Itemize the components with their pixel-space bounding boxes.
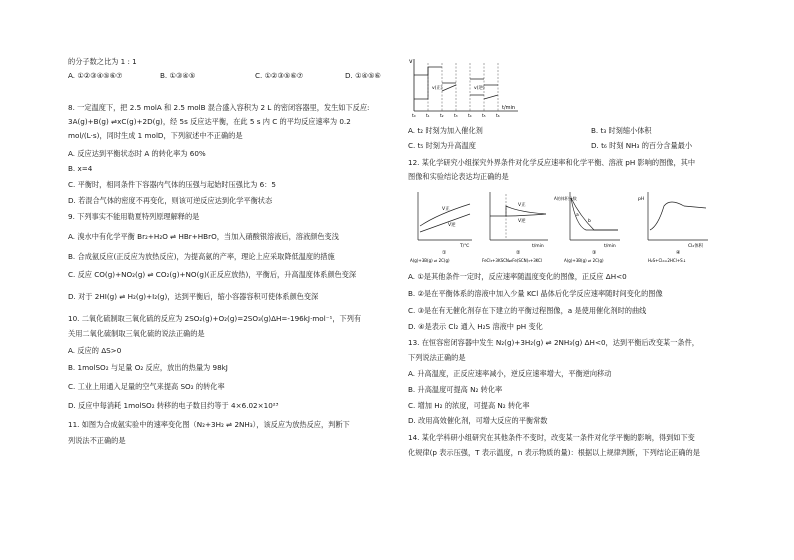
q12-option-b[interactable]: B. ②是在平衡体系的溶液中加入少量 KCl 晶体后化学反应速率随时间变化的图像	[408, 289, 663, 298]
q11-chart-vpos: v(正)	[432, 86, 443, 91]
svg-text:T/℃: T/℃	[460, 244, 470, 249]
svg-text:④: ④	[676, 250, 681, 256]
svg-text:t/min: t/min	[532, 244, 544, 249]
q13-option-a[interactable]: A. 升高温度，正反应速率减小，逆反应速率增大，平衡逆向移动	[408, 369, 612, 378]
q12-stem-line2: 图像和实验结论表达均正确的是	[408, 172, 509, 181]
svg-text:A(g)+3B(g) ⇌ 2C(g): A(g)+3B(g) ⇌ 2C(g)	[410, 258, 450, 263]
svg-text:V逆: V逆	[448, 223, 456, 228]
q11-chart-xlabel: t/min	[502, 105, 516, 111]
q7-option-b[interactable]: B. ①③④⑤	[160, 71, 196, 80]
q13-stem-line1: 13. 在恒容密闭容器中发生 N₂(g)+3H₂(g) ⇌ 2NH₃(g) ΔH<0，达到平衡后改变某一条件，	[408, 338, 699, 347]
q11-option-c[interactable]: C. t₅ 时刻为升高温度	[408, 141, 476, 150]
q8-stem-line3: mol/(L·s)，同时生成 1 molD，下列叙述中不正确的是	[68, 131, 243, 140]
q11-tick-t5: t₅	[482, 114, 486, 119]
q12-figure-2	[482, 192, 548, 263]
q11-stem-line1: 11. 如图为合成氨实验中的速率变化图（N₂+3H₂ ⇌ 2NH₃），该反应为放热反应，判断下	[68, 420, 350, 429]
q11-tick-t6: t₆	[496, 114, 500, 119]
q11-tick-t0: t₀	[412, 114, 416, 119]
q11-tick-t1: t₁	[426, 114, 430, 119]
q13-option-c[interactable]: C. 增加 H₂ 的浓度，可提高 N₂ 转化率	[408, 401, 530, 410]
svg-text:②: ②	[516, 250, 521, 256]
q12-option-c[interactable]: C. ③是在有无催化剂存在下建立的平衡过程图像，a 是使用催化剂时的曲线	[408, 306, 647, 315]
q13-stem-line2: 下列说法正确的是	[408, 353, 466, 362]
q9-option-a[interactable]: A. 溴水中有化学平衡 Br₂+H₂O ⇌ HBr+HBrO，当加入硝酸银溶液后，溶液颜色变浅	[68, 232, 339, 241]
svg-text:Cl₂体积: Cl₂体积	[688, 244, 704, 249]
q10-option-d[interactable]: D. 反应中每消耗 1molSO₂ 转移的电子数目约等于 4×6.02×10²³	[68, 401, 279, 410]
q9-option-b[interactable]: B. 合成氨反应(正反应为放热反应)，为提高氨的产率，理论上应采取降低温度的措施	[68, 252, 335, 261]
q10-option-b[interactable]: B. 1molSO₂ 与足量 O₂ 反应，放出的热量为 98kJ	[68, 363, 228, 372]
q8-option-a[interactable]: A. 反应达到平衡状态时 A 的转化率为 60%	[68, 149, 206, 158]
q14-stem-line1: 14. 某化学科研小组研究在其他条件不变时，改变某一条件对化学平衡的影响，得到如下变	[408, 433, 695, 442]
svg-text:t/min: t/min	[604, 244, 616, 249]
q9-option-c[interactable]: C. 反应 CO(g)+NO₂(g) ⇌ CO₂(g)+NO(g)(正反应放热)，平衡后，升高温度体系颜色变深	[68, 270, 357, 279]
q12-figure-4	[638, 192, 708, 263]
q7-option-d[interactable]: D. ①④⑤⑥	[345, 71, 381, 80]
svg-text:V正: V正	[442, 207, 450, 212]
q7-option-a[interactable]: A. ①②③④⑤⑥⑦	[68, 71, 123, 80]
q11-option-d[interactable]: D. t₆ 时刻 NH₃ 的百分含量最小	[591, 141, 693, 150]
svg-text:H₂S+Cl₂=2HCl+S↓: H₂S+Cl₂=2HCl+S↓	[648, 258, 687, 263]
svg-text:V正: V正	[518, 203, 526, 208]
q9-option-d[interactable]: D. 对于 2HI(g) ⇌ H₂(g)+I₂(g)，达到平衡后，缩小容器容积可使体系颜色变深	[68, 292, 319, 301]
q11-stem-line2: 列说法不正确的是	[68, 436, 126, 445]
q8-stem-line1: 8. 一定温度下，把 2.5 molA 和 2.5 molB 混合盛入容积为 2 L 的密闭容器里，发生如下反应:	[68, 103, 370, 112]
q13-option-d[interactable]: D. 改用高效催化剂，可增大反应的平衡常数	[408, 416, 548, 425]
q10-option-c[interactable]: C. 工业上用通入足量的空气来提高 SO₂ 的转化率	[68, 382, 225, 391]
q8-stem-line2: 3A(g)+B(g) ⇌xC(g)+2D(g)，经 5s 反应达平衡，在此 5 s 内 C 的平均反应速率为 0.2	[68, 117, 351, 126]
svg-text:A的体积分数: A的体积分数	[554, 196, 577, 201]
q11-option-b[interactable]: B. t₃ 时刻缩小体积	[591, 126, 652, 135]
q7-option-c[interactable]: C. ①②③⑤⑥⑦	[255, 71, 304, 80]
q10-option-a[interactable]: A. 反应的 ΔS>0	[68, 346, 122, 355]
q11-chart-ylabel: v	[409, 58, 413, 65]
q12-option-d[interactable]: D. ④是表示 Cl₂ 通入 H₂S 溶液中 pH 变化	[408, 322, 543, 331]
q10-stem-line2: 关用二氧化硫制取三氧化硫的说法正确的是	[68, 329, 205, 338]
q12-figure-1	[410, 192, 472, 263]
q10-stem-line1: 10. 二氧化硫制取三氧化硫的反应为 2SO₂(g)+O₂(g)=2SO₃(g)ΔH=-196kJ·mol⁻¹，下列有	[68, 314, 362, 323]
q11-option-a[interactable]: A. t₂ 时刻为加入催化剂	[408, 126, 483, 135]
q8-option-d[interactable]: D. 若混合气体的密度不再变化，则该可逆反应达到化学平衡状态	[68, 196, 273, 205]
q6-continuation: 的分子数之比为 1 : 1	[68, 57, 137, 66]
svg-text:FeCl₃+3KSCN⇌Fe(SCN)₃+3KCl: FeCl₃+3KSCN⇌Fe(SCN)₃+3KCl	[482, 258, 543, 263]
q14-stem-line2: 化规律(p 表示压强，T 表示温度，n 表示物质的量)：根据以上规律判断，下列结论正确的是	[408, 448, 700, 457]
svg-text:b: b	[588, 219, 591, 224]
svg-text:V逆: V逆	[518, 219, 526, 224]
svg-text:pH: pH	[638, 197, 645, 202]
q12-figures	[408, 186, 738, 264]
q11-tick-t2: t₂	[440, 114, 444, 119]
q12-option-a[interactable]: A. ①是其他条件一定时，反应速率随温度变化的图像，正反应 ΔH<0	[408, 272, 627, 281]
q11-tick-t4: t₄	[468, 114, 472, 119]
q11-options-row2	[408, 141, 738, 151]
q11-rate-chart	[408, 55, 523, 119]
q11-chart-vneg: v(逆)	[474, 86, 485, 91]
q12-figure-3	[554, 192, 620, 263]
q11-tick-t3: t₃	[454, 114, 458, 119]
svg-text:a: a	[576, 213, 579, 218]
svg-text:A(g)+3B(g) ⇌ 2C(g): A(g)+3B(g) ⇌ 2C(g)	[564, 258, 604, 263]
q8-option-c[interactable]: C. 平衡时，相同条件下容器内气体的压强与起始时压强比为 6：5	[68, 180, 276, 189]
q8-option-b[interactable]: B. x=4	[68, 164, 93, 173]
q11-options-row1	[408, 126, 738, 136]
svg-text:①: ①	[442, 250, 447, 256]
q13-option-b[interactable]: B. 升高温度可提高 N₂ 转化率	[408, 385, 503, 394]
q7-options	[68, 71, 398, 81]
q9-stem: 9. 下列事实不能用勒夏特列原理解释的是	[68, 212, 200, 221]
svg-text:③: ③	[592, 250, 597, 256]
q12-stem-line1: 12. 某化学研究小组探究外界条件对化学反应速率和化学平衡、溶液 pH 影响的图像，其中	[408, 158, 696, 167]
